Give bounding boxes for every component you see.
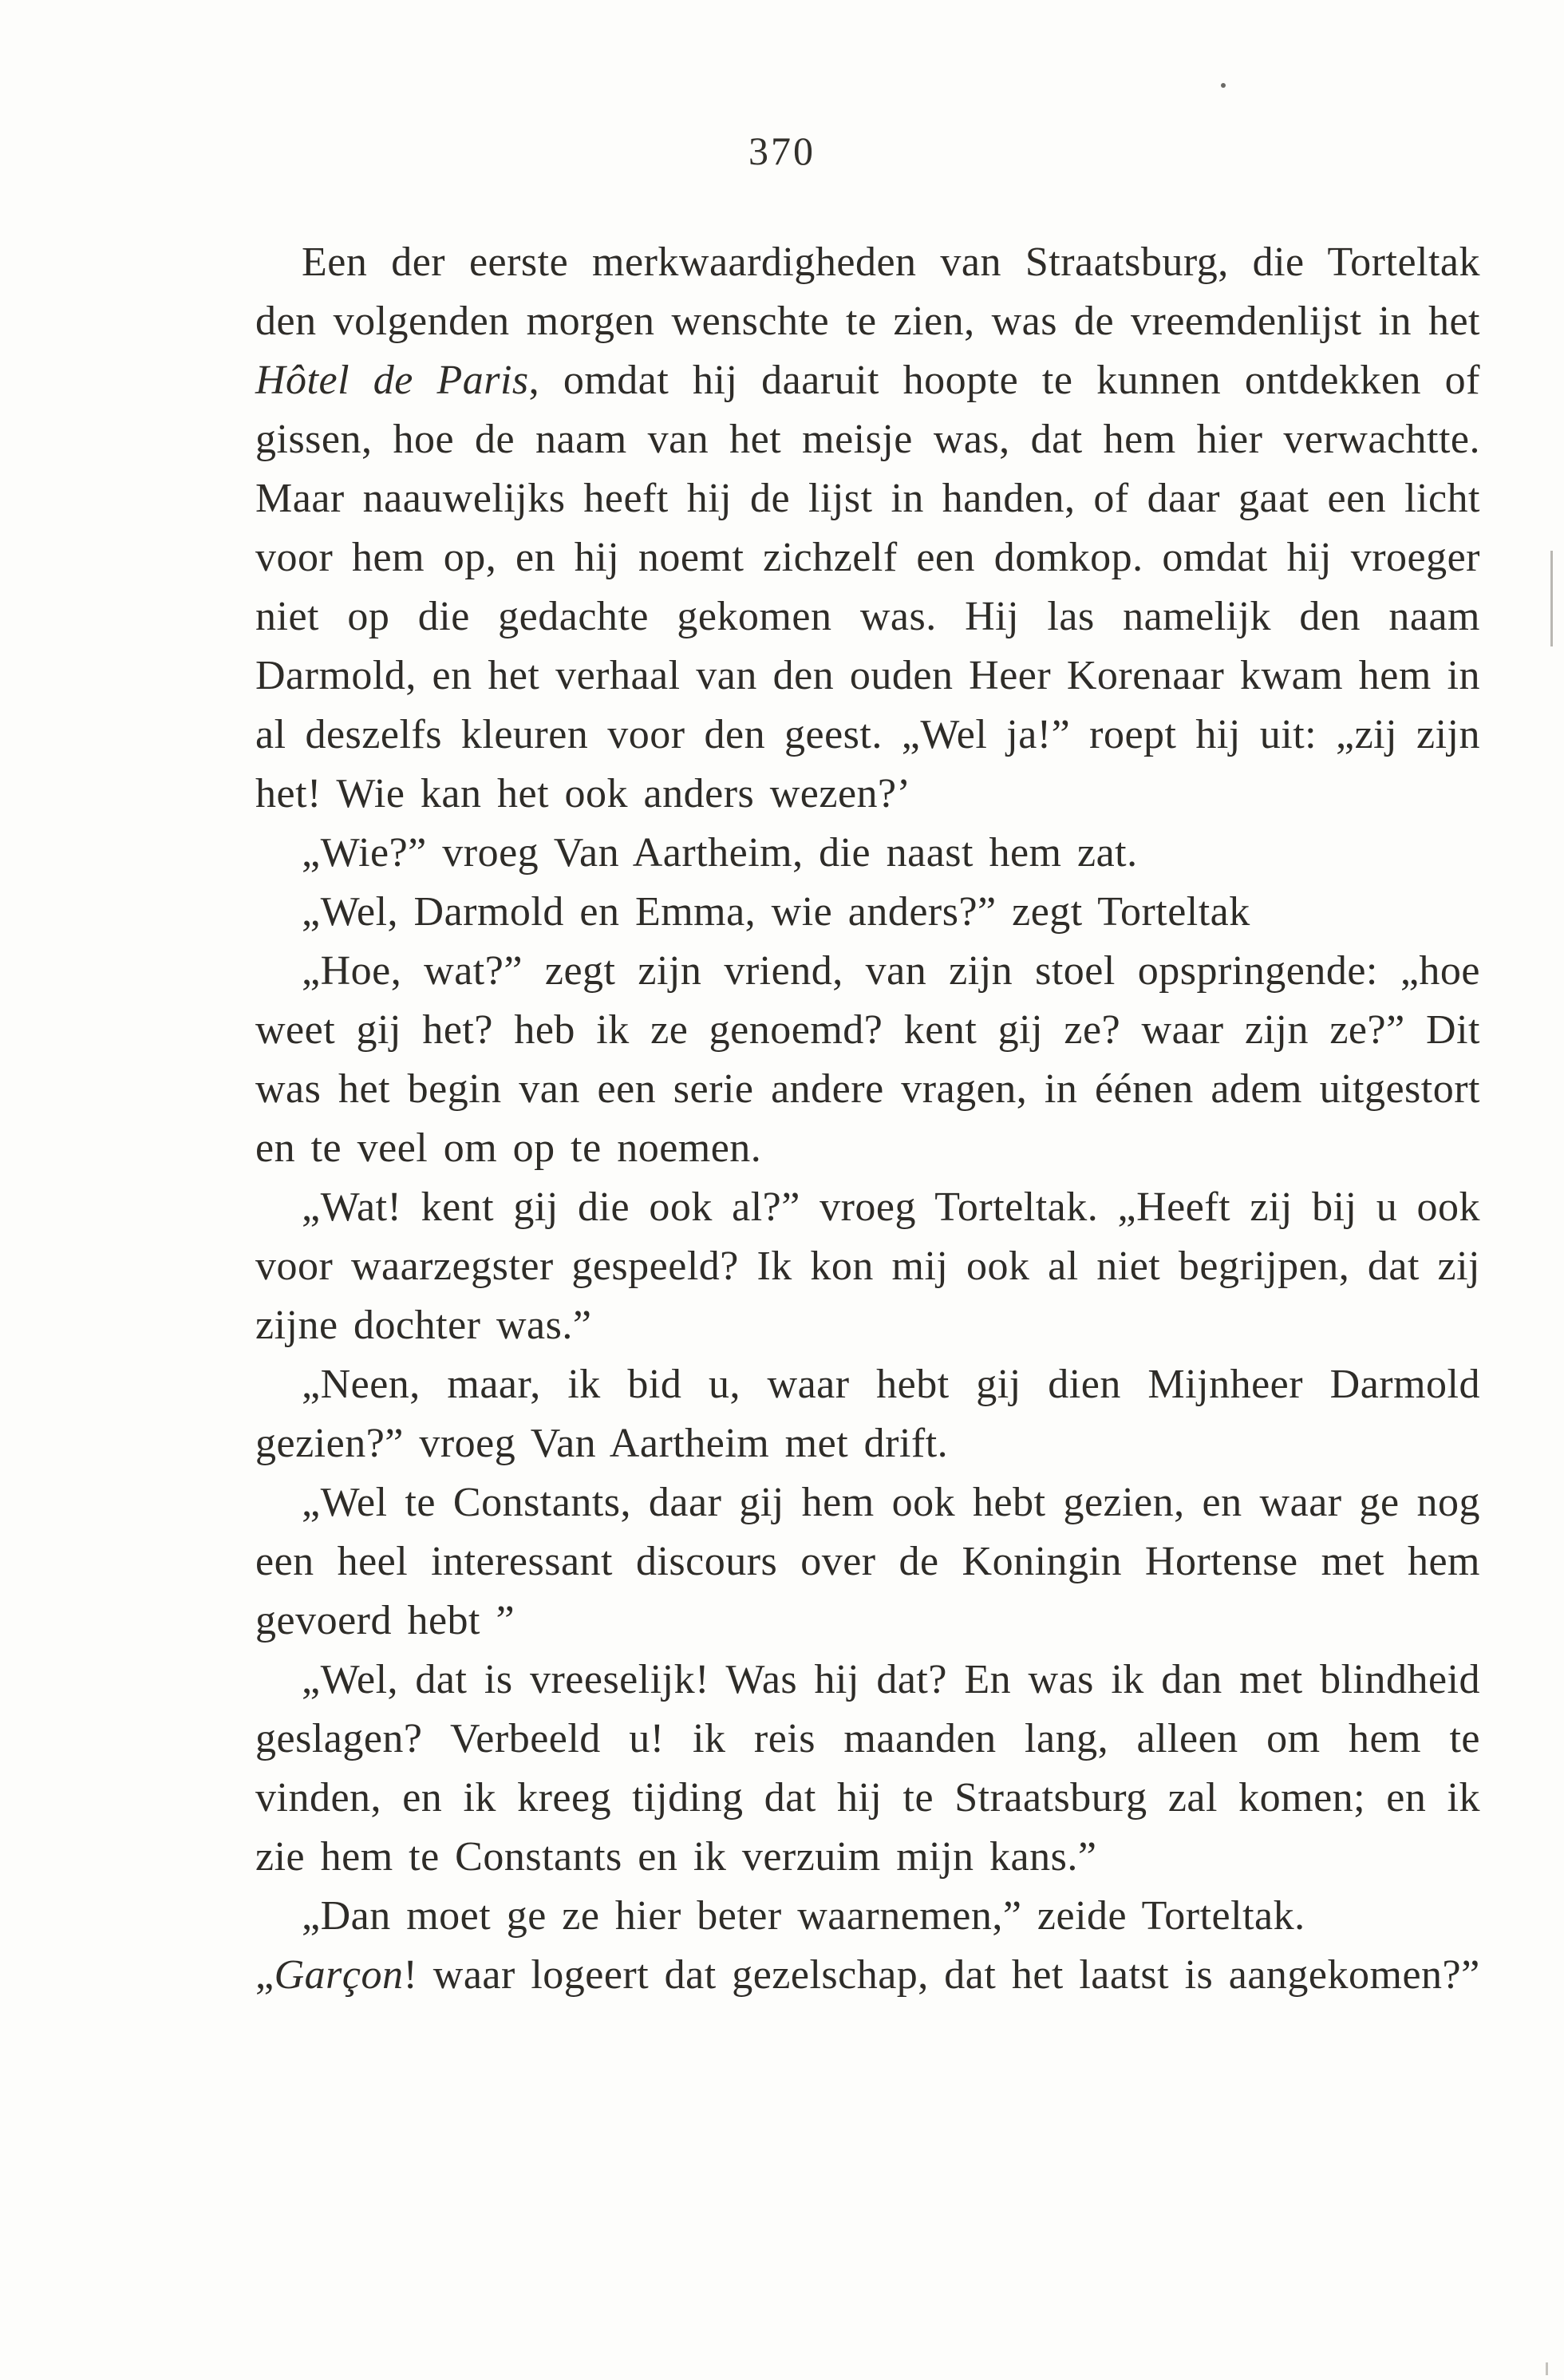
garcon-italic-text: Garçon bbox=[274, 1952, 404, 1998]
page-number: 370 bbox=[748, 128, 816, 173]
paragraph-5-text: „Wat! kent gij die ook al?” vroeg Torteltak. „Heeft zij bij u ook voor waarzegster gespeeld? Ik kon mij ook al niet begrijpen, dat zij zijne dochter was.” bbox=[255, 1184, 1480, 1348]
paragraph-1-segment-3: , omdat hij daaruit hoopte te kunnen ontdekken of gissen, hoe de naam van het meisje was, dat hem hier verwachtte. Maar naauwelijks heeft hij de lijst in handen, of daar gaat een licht voor hem op, en hij noemt zichzelf een domkop. omdat hij vroeger niet op die gedachte gekomen was. Hij las namelijk den naam Darmold, en het verhaal van den ouden Heer Korenaar kwam hem in al deszelfs kleuren voor den geest. „Wel ja!” roept hij uit: „zij zijn het! Wie kan het ook anders wezen?’ bbox=[255, 358, 1480, 816]
paragraph-7 bbox=[255, 1473, 1480, 1651]
paragraph-2 bbox=[255, 824, 1480, 883]
paragraph-9-text: „Dan moet ge ze hier beter waarnemen,” zeide Torteltak. bbox=[302, 1893, 1305, 1939]
page-text-block bbox=[255, 233, 1480, 2005]
paragraph-5 bbox=[255, 1178, 1480, 1355]
paragraph-1 bbox=[255, 233, 1480, 824]
paragraph-4 bbox=[255, 942, 1480, 1178]
paragraph-9 bbox=[255, 1887, 1480, 1946]
paragraph-10-segment-1: „ bbox=[255, 1952, 274, 1998]
paragraph-6-text: „Neen, maar, ik bid u, waar hebt gij dien Mijnheer Darmold gezien?” vroeg Van Aartheim met drift. bbox=[255, 1362, 1480, 1466]
paragraph-4-text: „Hoe, wat?” zegt zijn vriend, van zijn stoel opspringende: „hoe weet gij het? heb ik ze genoemd? kent gij ze? waar zijn ze?” Dit was het begin van een serie andere vragen, in éénen adem uitgestort en te veel om op te noemen. bbox=[255, 948, 1480, 1171]
scan-artifact-edge-line bbox=[1550, 551, 1553, 646]
paragraph-10 bbox=[255, 1946, 1480, 2005]
paragraph-3 bbox=[255, 883, 1480, 942]
paragraph-8 bbox=[255, 1651, 1480, 1887]
hotel-de-paris-italic-text: Hôtel de Paris bbox=[255, 358, 529, 403]
scan-artifact-dot bbox=[1221, 83, 1226, 88]
paragraph-3-text: „Wel, Darmold en Emma, wie anders?” zegt Torteltak bbox=[302, 889, 1250, 935]
paragraph-6 bbox=[255, 1355, 1480, 1473]
paragraph-7-text: „Wel te Constants, daar gij hem ook hebt gezien, en waar ge nog een heel interessant discours over de Koningin Hortense met hem gevoerd hebt ” bbox=[255, 1480, 1480, 1643]
paragraph-10-segment-3: ! waar logeert dat gezelschap, dat het laatst is aangekomen?” bbox=[403, 1952, 1480, 1998]
paragraph-1-segment-1: Een der eerste merkwaardigheden van Straatsburg, die Torteltak den volgenden morgen wenschte te zien, was de vreemdenlijst in het bbox=[255, 239, 1480, 344]
paragraph-2-text: „Wie?” vroeg Van Aartheim, die naast hem zat. bbox=[302, 830, 1138, 876]
paragraph-8-text: „Wel, dat is vreeselijk! Was hij dat? En was ik dan met blindheid geslagen? Verbeeld u! ik reis maanden lang, alleen om hem te vinden, en ik kreeg tijding dat hij te Straatsburg zal komen; en ik zie hem te Constants en ik verzuim mijn kans.” bbox=[255, 1657, 1480, 1880]
scan-artifact-edge-line-2 bbox=[1546, 2362, 1548, 2375]
